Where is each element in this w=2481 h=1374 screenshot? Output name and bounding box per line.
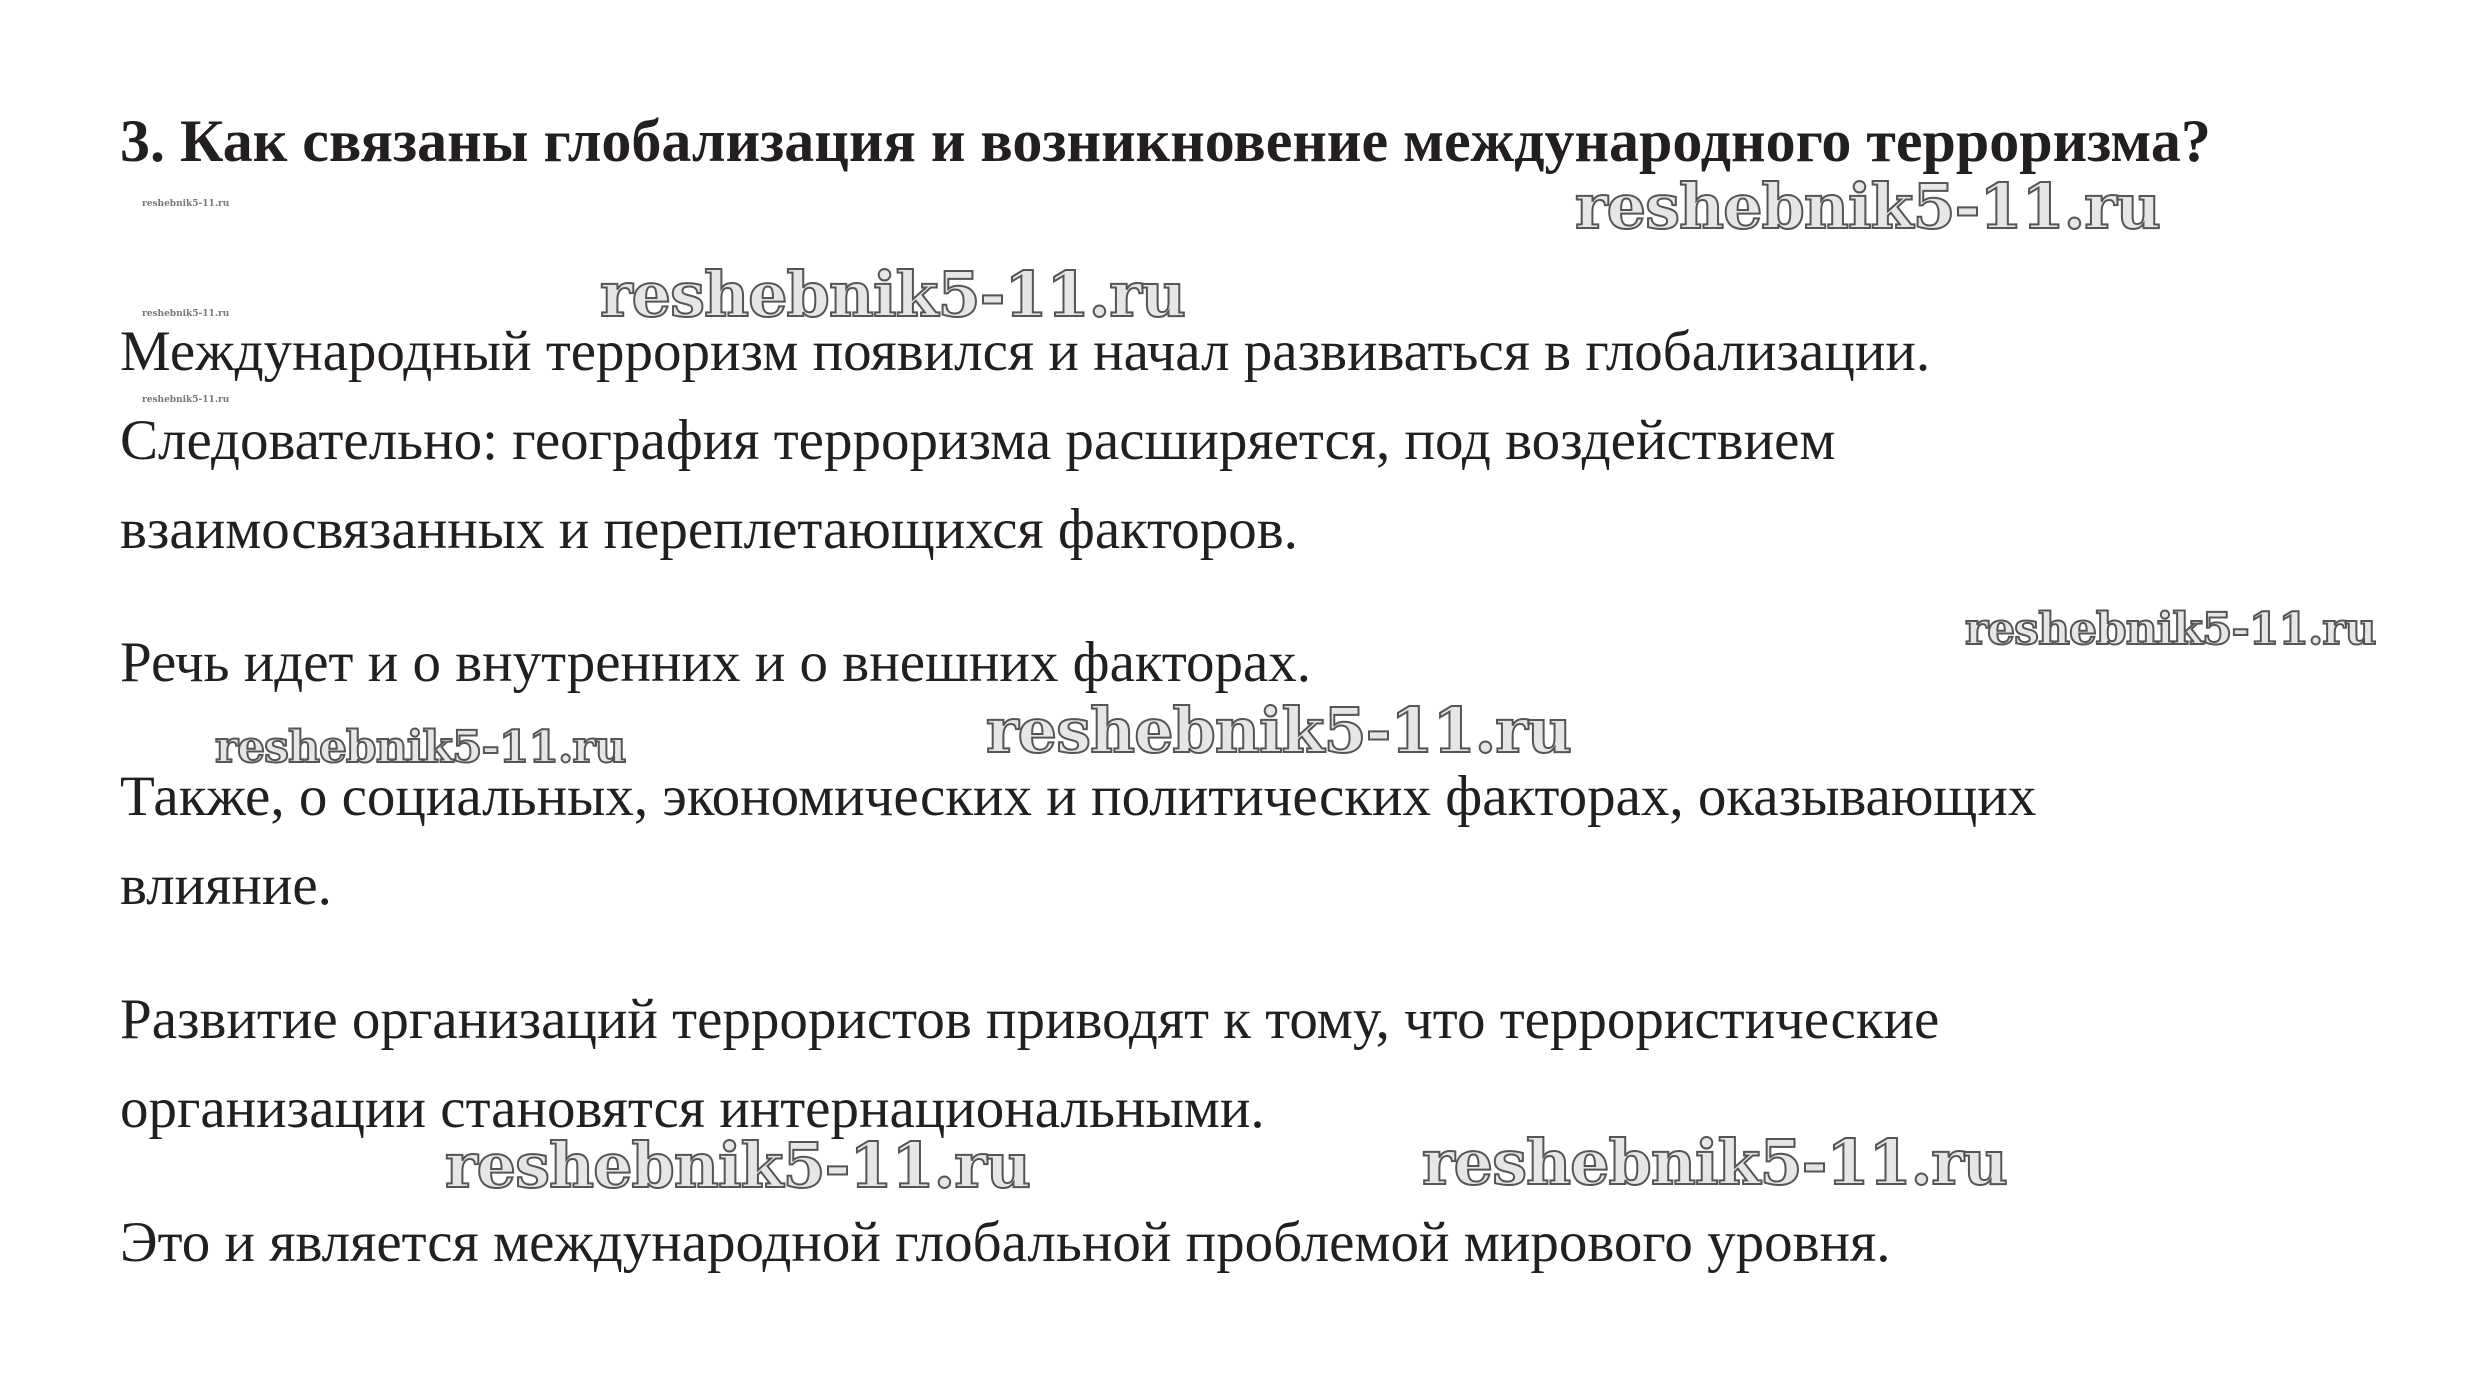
watermark-small: reshebnik5-11.ru — [142, 395, 230, 405]
watermark: reshebnik5-11.ru — [1422, 1126, 2007, 1199]
text-line: взаимосвязанных и переплетающихся факторов. — [120, 498, 1298, 561]
watermark-small: reshebnik5-11.ru — [142, 309, 230, 319]
text-line: Это и является международной глобальной проблемой мирового уровня. — [120, 1211, 1891, 1274]
text-line: Речь идет и о внутренних и о внешних факторах. — [120, 631, 1312, 694]
watermark-small: reshebnik5-11.ru — [142, 199, 230, 209]
watermark: reshebnik5-11.ru — [1965, 604, 2376, 655]
text-line: организации становятся интернациональными. — [120, 1077, 1265, 1140]
answer-paragraph-3 — [120, 752, 2036, 930]
watermark: reshebnik5-11.ru — [986, 694, 1571, 767]
watermark: reshebnik5-11.ru — [215, 722, 626, 773]
watermark: reshebnik5-11.ru — [445, 1129, 1030, 1202]
question-heading: 3. Как связаны глобализация и возникновение международного терроризма? — [120, 108, 2211, 174]
text-line: Также, о социальных, экономических и политических факторах, оказывающих — [120, 765, 2037, 828]
watermark: reshebnik5-11.ru — [600, 258, 1185, 331]
answer-paragraph-1 — [120, 307, 1930, 574]
text-line: Международный терроризм появился и начал развиваться в глобализации. — [120, 320, 1931, 383]
answer-paragraph-5 — [120, 1198, 1890, 1287]
watermark: reshebnik5-11.ru — [1575, 170, 2160, 243]
text-line: Развитие организаций террористов приводят к тому, что террористические — [120, 988, 1940, 1051]
text-line: Следовательно: география терроризма расширяется, под воздействием — [120, 409, 1836, 472]
text-line: влияние. — [120, 854, 332, 917]
